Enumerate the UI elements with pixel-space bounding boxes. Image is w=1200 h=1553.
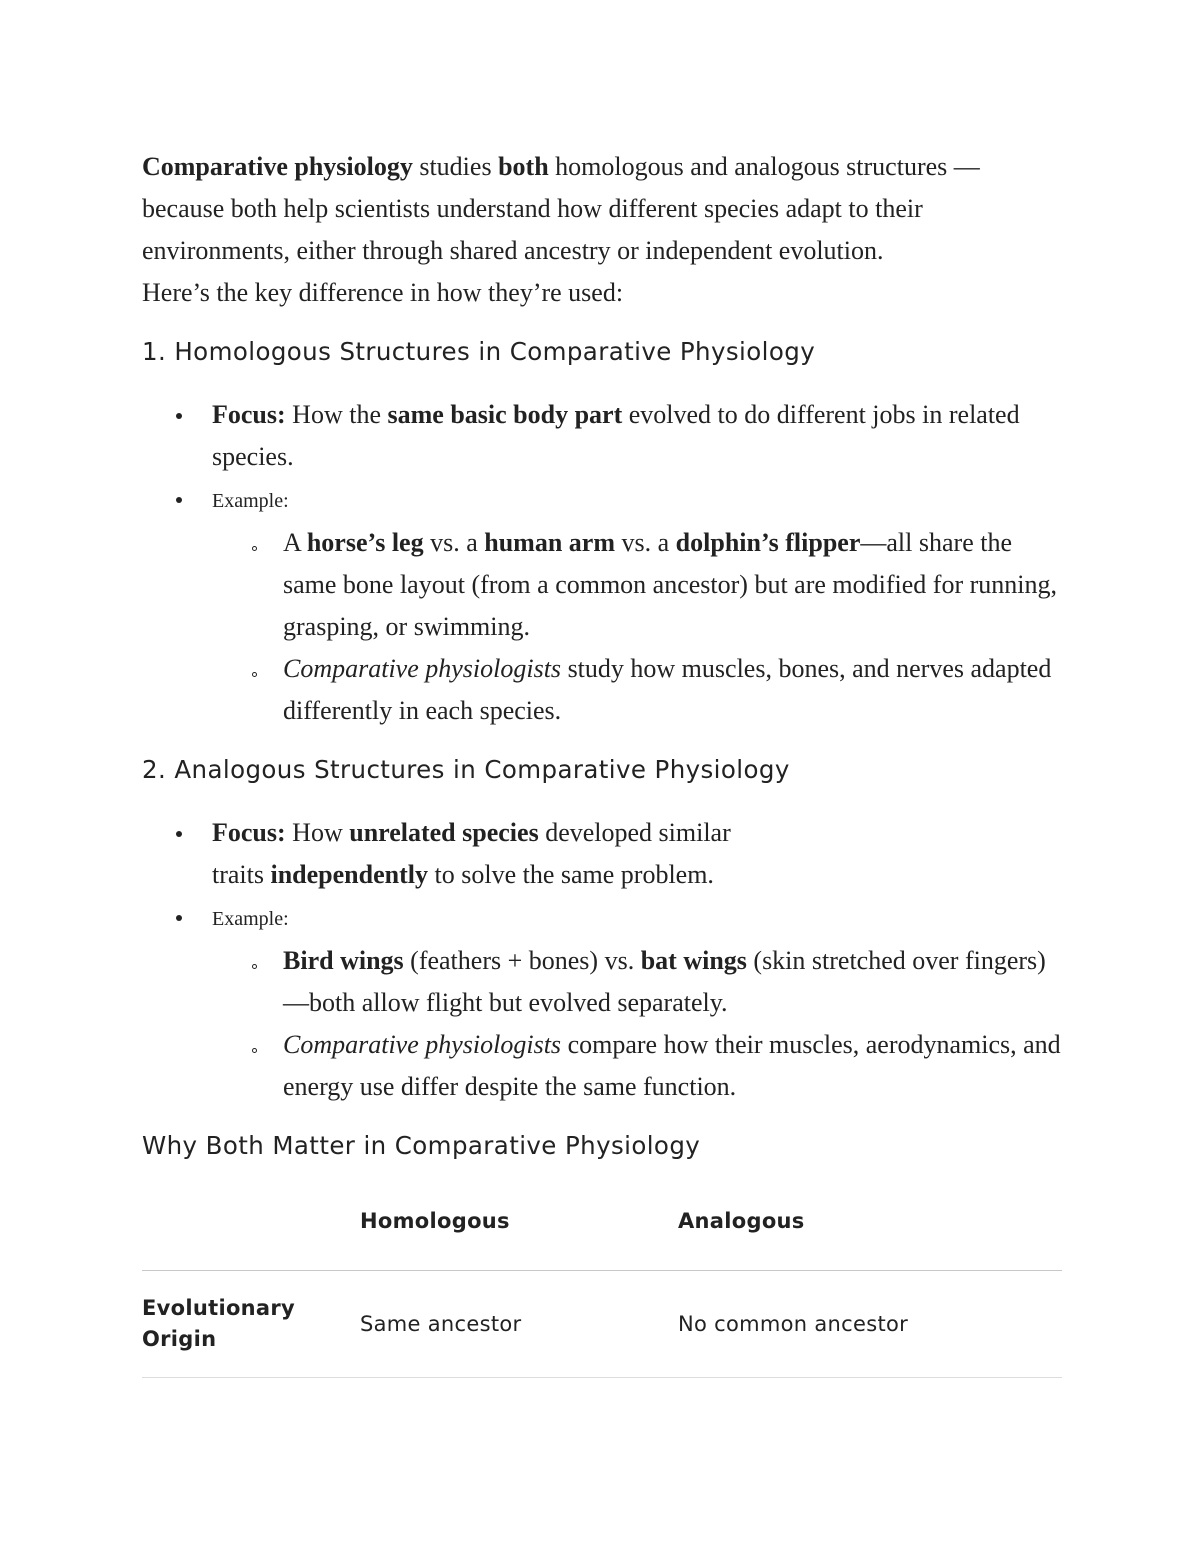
list-item [142,896,1062,1108]
emphasis: bat wings [640,946,747,975]
text: traits [212,860,271,889]
sub-list-item [142,648,1062,732]
table-header-cell [142,1172,360,1271]
emphasis: same basic body part [387,400,623,429]
table-header-row [142,1172,1062,1271]
text: How [285,818,350,847]
circle-bullet-icon [252,964,257,969]
table-row-label: Evolutionary Origin [142,1271,360,1378]
section-heading-why: Why Both Matter in Comparative Physiology [142,1131,701,1160]
focus-label: Focus: [212,818,286,847]
sub-list-item [142,940,1062,1024]
section-heading-homologous: 1. Homologous Structures in Comparative Physiology [142,337,816,366]
table-header-cell: Homologous [360,1172,678,1271]
intro-term: Comparative physiology [142,152,413,181]
homologous-example-list [212,522,1062,732]
focus-label: Focus: [212,400,286,429]
table-row [142,1271,1062,1378]
intro-text: homologous and analogous structures —because both help scientists understand how different species adapt to their environments, either through shared ancestry or independent evolution. [142,152,980,265]
emphasis: dolphin’s flipper [675,528,861,557]
section-heading-analogous: 2. Analogous Structures in Comparative Physiology [142,755,790,784]
text: vs. a [423,528,485,557]
analogous-list [142,812,1062,1108]
text: evolved to do different jobs in related species. [212,400,1020,471]
bullet-icon [176,413,182,419]
intro-text: studies [412,152,499,181]
emphasis: unrelated species [349,818,539,847]
circle-bullet-icon [252,1048,257,1053]
example-label: Example: [212,908,289,930]
text: vs. a [615,528,676,557]
sub-list-item [142,1024,1062,1108]
emphasis: human arm [484,528,615,557]
text: (skin stretched over fingers)—both allow flight but evolved separately. [283,946,1046,1017]
intro-paragraph [142,146,1062,314]
bullet-icon [176,497,182,503]
text: compare how their muscles, aerodynamics, and energy use differ despite the same function. [283,1030,1061,1101]
analogous-example-list [212,940,1062,1108]
intro-lead: Here’s the key difference in how they’re used: [142,278,624,307]
circle-bullet-icon [252,672,257,677]
bullet-icon [176,915,182,921]
example-label: Example: [212,490,289,512]
text: study how muscles, bones, and nerves adapted differently in each species. [283,654,1052,725]
text: to solve the same problem. [428,860,714,889]
list-item [142,478,1062,732]
table-header-cell: Analogous [678,1172,1062,1271]
circle-bullet-icon [252,546,257,551]
list-item [142,812,1062,896]
emphasis: independently [270,860,428,889]
list-item [142,394,1062,478]
text: —all share the same bone layout (from a common ancestor) but are modified for running, grasping, or swimming. [283,528,1057,641]
emphasis: horse’s leg [306,528,424,557]
text: A [283,528,307,557]
text: developed similar [538,818,731,847]
italic-term: Comparative physiologists [283,654,562,683]
italic-term: Comparative physiologists [283,1030,562,1059]
intro-emphasis: both [498,152,549,181]
text: (feathers + bones) vs. [403,946,641,975]
table-cell: No common ancestor [678,1271,1062,1378]
comparison-table [142,1172,1062,1378]
bullet-icon [176,831,182,837]
table-cell: Same ancestor [360,1271,678,1378]
text: How the [285,400,388,429]
emphasis: Bird wings [283,946,404,975]
homologous-list [142,394,1062,732]
sub-list-item [142,522,1062,648]
document-content [142,146,1062,1378]
